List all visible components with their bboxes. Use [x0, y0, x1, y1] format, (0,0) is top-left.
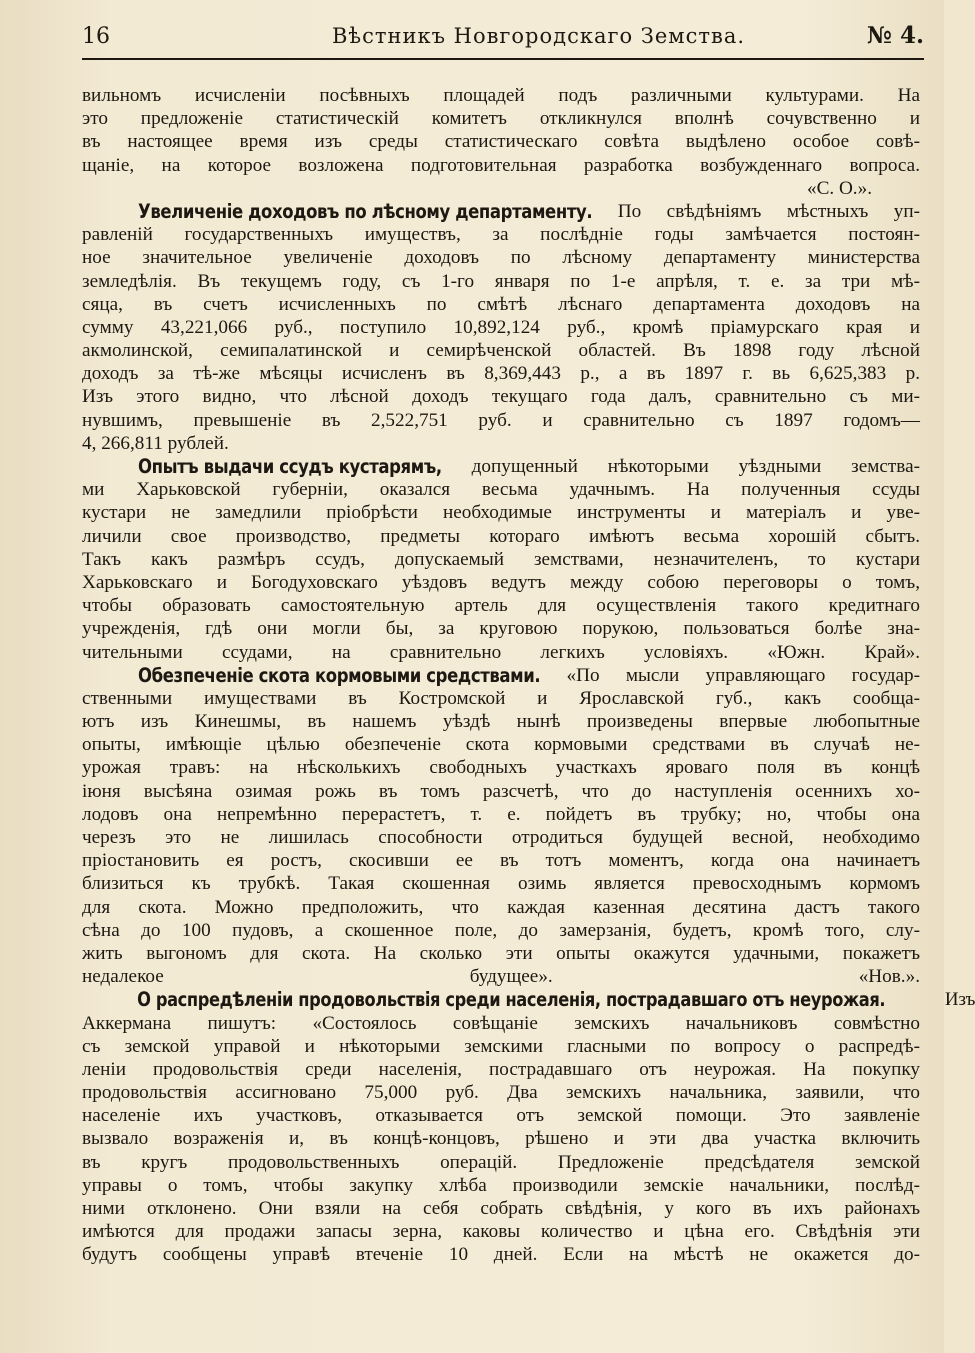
text-line: равленій государственныхъ имуществъ, за послѣдніе годы замѣчается постоян- [82, 224, 920, 246]
text-line: сяца, въ счетъ исчисленныхъ по смѣтѣ лѣснаго департамента доходовъ на [82, 293, 920, 315]
text-line: вильномъ исчисленіи посѣвныхъ площадей подъ различными культурами. На [82, 85, 920, 106]
text-line: акмолинской, семипалатинской и семирѣченской областей. Въ 1898 году лѣсной [82, 340, 920, 362]
text-line: населеніе ихъ участковъ, отказывается отъ земской помощи. Это заявленіе [82, 1105, 920, 1127]
text-line: это предложеніе статистическій комитетъ откликнулся вполнѣ сочувственно и [82, 108, 920, 130]
text-line: ственными имуществами въ Костромской и Ярославской губ., какъ сообща- [82, 687, 920, 709]
section-heading: Обезпеченіе скота кормовыми средствами. [138, 663, 541, 687]
article-body [82, 84, 975, 1267]
text-line: недалекое будущее». «Нов.». [82, 966, 920, 988]
text-line: управы о томъ, чтобы закупку хлѣба производили земскіе начальники, послѣд- [82, 1174, 920, 1196]
text-line: доходъ за тѣ-же мѣсяцы исчисленъ въ 8,369,443 р., а въ 1897 г. вь 6,625,383 р. [82, 363, 920, 385]
text-line: кустари не замедлили пріобрѣсти необходимые инструменты и матеріалъ и уве- [82, 502, 920, 524]
text-line: Опытъ выдачи ссудъ кустарямъ, допущенный нѣкоторыми уѣздными земства- [82, 455, 920, 478]
source-citation: «Южн. Край». [767, 641, 921, 663]
text-line: земледѣлія. Въ текущемъ году, съ 1-го января по 1-е апрѣля, т. е. за три мѣ- [82, 270, 920, 292]
text-line: личили свое производство, предметы котораго имѣютъ весьма хорошій сбытъ. [82, 525, 920, 547]
text-line: жить выгономъ для скота. На сколько эти опыты окажутся удачными, покажетъ [82, 942, 920, 964]
text-line: урожая травъ: на нѣсколькихъ свободныхъ участкахъ яроваго поля въ концѣ [82, 757, 920, 779]
text-line: черезъ это не лишилась способности отродиться будущей весной, необходимо [82, 827, 920, 848]
source-citation: «Нов.». [858, 966, 920, 988]
text-line: имѣются для продажи запасы зерна, каковы количество и цѣна его. Свѣдѣнія эти [82, 1221, 920, 1243]
text-line: лодовъ она непремѣнно перерастетъ, т. е. пойдетъ въ трубку; но, чтобы она [82, 803, 920, 825]
section-heading: Увеличеніе доходовъ по лѣсному департаменту. [138, 200, 593, 223]
text-line: для скота. Можно предположить, что каждая казенная десятина дастъ такого [82, 896, 920, 918]
text-line: нувшимъ, превышеніе въ 2,522,751 руб. и сравнительно съ 1897 годомъ— [82, 409, 920, 431]
text-line: учрежденія, гдѣ они могли бы, за круговою порукою, пользоваться болѣе зна- [82, 618, 920, 640]
text-line: щаніе, на которое возложена подготовительная разработка возбужденнаго вопроса. [82, 154, 920, 176]
text-line: опыты, имѣющіе цѣлью обезпеченіе скота кормовыми средствами въ случаѣ не- [82, 734, 920, 756]
text-line: съ земской управой и нѣкоторыми земскими гласными по вопросу о распредѣ- [82, 1035, 920, 1057]
text-line: Аккермана пишутъ: «Состоялось совѣщаніе земскихъ начальниковъ совмѣстно [82, 1012, 920, 1034]
text-line: 4, 266,811 рублей. [82, 432, 229, 454]
text-line: вызвало возраженія и, въ концѣ-концовъ, рѣшено и эти два участка включить [82, 1128, 920, 1150]
section-heading: Опытъ выдачи ссудъ кустарямъ, [138, 455, 442, 478]
text-line: будутъ сообщены управѣ втеченіе 10 дней. Если на мѣстѣ не окажется до- [82, 1244, 920, 1266]
text-line: іюня высѣяна озимая рожь въ томъ разсчетѣ, что до наступленія осеннихъ хо- [82, 780, 920, 802]
text-line: въ кругъ продовольственныхъ операцій. Предложеніе предсѣдателя земской [82, 1151, 920, 1173]
text-line: О распредѣленіи продовольствія среди населенія, пострадавшаго отъ неурожая. Изъ [82, 988, 975, 1011]
text-line: близиться къ трубкѣ. Такая скошенная озимь является превосходнымъ кормомъ [82, 873, 920, 895]
text-line: сумму 43,221,066 руб., поступило 10,892,124 руб., кромѣ пріамурскаго края и [82, 316, 920, 338]
text-line: чтобы образовать самостоятельную артель для осуществленія такого кредитнаго [82, 595, 920, 617]
text-line: ное значительное увеличеніе доходовъ по лѣсному департаменту министерства [82, 247, 920, 269]
page-number: 16 [82, 24, 110, 49]
section-heading: О распредѣленіи продовольствія среди населенія, пострадавшаго отъ неурожая. [137, 988, 886, 1012]
text-line: сѣна до 100 пудовъ, а скошенное поле, до замерзанія, будетъ, кромѣ того, слу- [82, 919, 920, 941]
text-line: пріостановить ея ростъ, скосивши ее въ тотъ моментъ, когда она начинаетъ [82, 850, 920, 872]
text-line: Обезпеченіе скота кормовыми средствами. «По мысли управляющаго государ- [82, 664, 920, 687]
text-line: ними отклонено. Они взяли на себя собрать свѣдѣнія, у кого въ ихъ районахъ [82, 1198, 920, 1219]
text-line: чительными ссудами, на сравнительно легкихъ условіяхъ. «Южн. Край». [82, 641, 921, 663]
text-line: Изъ этого видно, что лѣсной доходъ текущаго года далъ, сравнительно съ ми- [82, 386, 920, 408]
running-header [82, 22, 924, 60]
text-line: продовольствія ассигновано 75,000 руб. Два земскихъ начальника, заявили, что [82, 1082, 920, 1104]
source-citation: «С. О.». [806, 177, 872, 199]
journal-title: Вѣстникъ Новгородскаго Земства. [332, 24, 746, 48]
text-line: Харьковскаго и Богодуховскаго уѣздовъ ведутъ между собою переговоры о томъ, [82, 571, 920, 593]
text-line: ютъ изъ Кинешмы, въ нашемъ уѣздѣ нынѣ произведены впервые любопытные [82, 711, 920, 733]
text-line: Увеличеніе доходовъ по лѣсному департаменту. По свѣдѣніямъ мѣстныхъ уп- [82, 200, 920, 223]
text-line: Такъ какъ размѣръ ссудъ, допускаемый земствами, незначителенъ, то кустари [82, 548, 920, 570]
text-line: леніи продовольствія среди населенія, пострадавшаго отъ неурожая. На покупку [82, 1058, 920, 1080]
issue-number: № 4. [866, 22, 924, 49]
text-line: въ настоящее время изъ среды статистическаго совѣта выдѣлено особое совѣ- [82, 131, 920, 153]
text-line: ми Харьковской губерніи, оказался весьма удачнымъ. На полученныя ссуды [82, 479, 920, 501]
